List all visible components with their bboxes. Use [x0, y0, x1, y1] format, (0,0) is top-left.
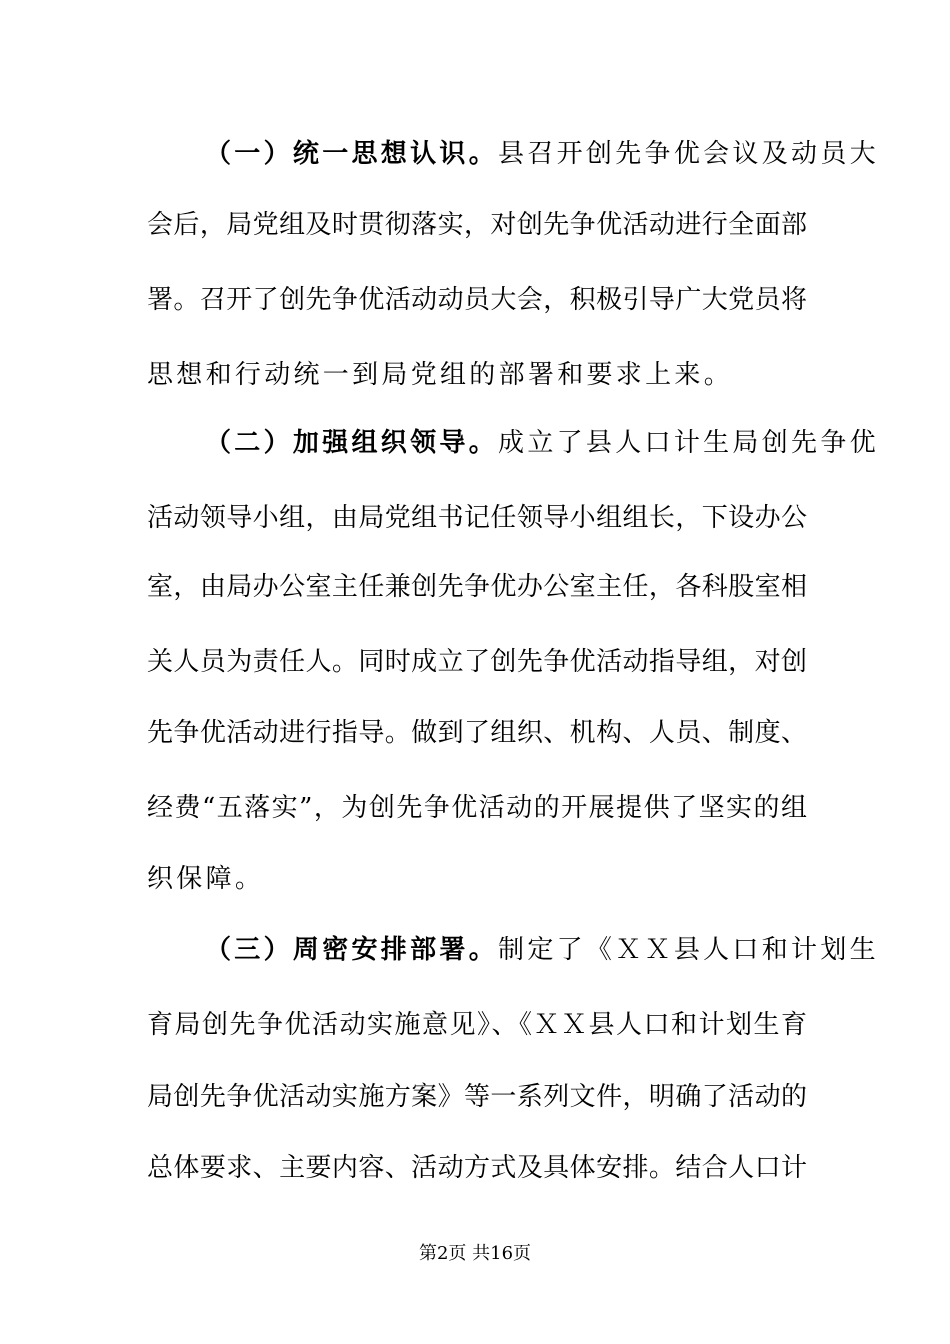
paragraph-2-line-1 — [205, 423, 879, 463]
paragraph-3-heading: （三）周密安排部署。 — [205, 935, 499, 965]
paragraph-1-line-3: 署。召开了创先争优活动动员大会，积极引导广大党员将 — [147, 285, 807, 315]
paragraph-1-line-4: 思想和行动统一到局党组的部署和要求上来。 — [147, 360, 734, 390]
paragraph-2-line-4: 关人员为责任人。同时成立了创先争优活动指导组，对创 — [147, 647, 807, 677]
paragraph-2-line-3: 室，由局办公室主任兼创先争优办公室主任，各科股室相 — [147, 572, 807, 602]
paragraph-1-line-2: 会后，局党组及时贯彻落实，对创先争优活动进行全面部 — [147, 210, 807, 240]
page-number-footer: 第2页 共16页 — [418, 1243, 532, 1264]
paragraph-3-line-1 — [205, 930, 879, 970]
paragraph-2-line-5: 先争优活动进行指导。做到了组织、机构、人员、制度、 — [147, 718, 807, 748]
paragraph-2-line-6: 经费“五落实”，为创先争优活动的开展提供了坚实的组 — [147, 793, 807, 823]
paragraph-1-heading: （一）统一思想认识。 — [205, 139, 499, 169]
paragraph-3-line-4: 总体要求、主要内容、活动方式及具体安排。结合人口计 — [147, 1153, 807, 1183]
paragraph-1-line-1 — [205, 134, 879, 174]
paragraph-2-text: 成立了县人口计生局创先争优 — [498, 428, 879, 458]
paragraph-1-text: 县召开创先争优会议及动员大 — [498, 139, 879, 169]
paragraph-2-line-7: 织保障。 — [147, 864, 265, 894]
paragraph-3-line-3: 局创先争优活动实施方案》等一系列文件，明确了活动的 — [147, 1082, 807, 1112]
paragraph-2-line-2: 活动领导小组，由局党组书记任领导小组组长，下设办公 — [147, 503, 807, 533]
paragraph-3-text: 制定了《ＸＸ县人口和计划生 — [498, 935, 879, 965]
paragraph-3-line-2: 育局创先争优活动实施意见》、《ＸＸ县人口和计划生育 — [147, 1010, 807, 1040]
paragraph-2-heading: （二）加强组织领导。 — [205, 428, 499, 458]
